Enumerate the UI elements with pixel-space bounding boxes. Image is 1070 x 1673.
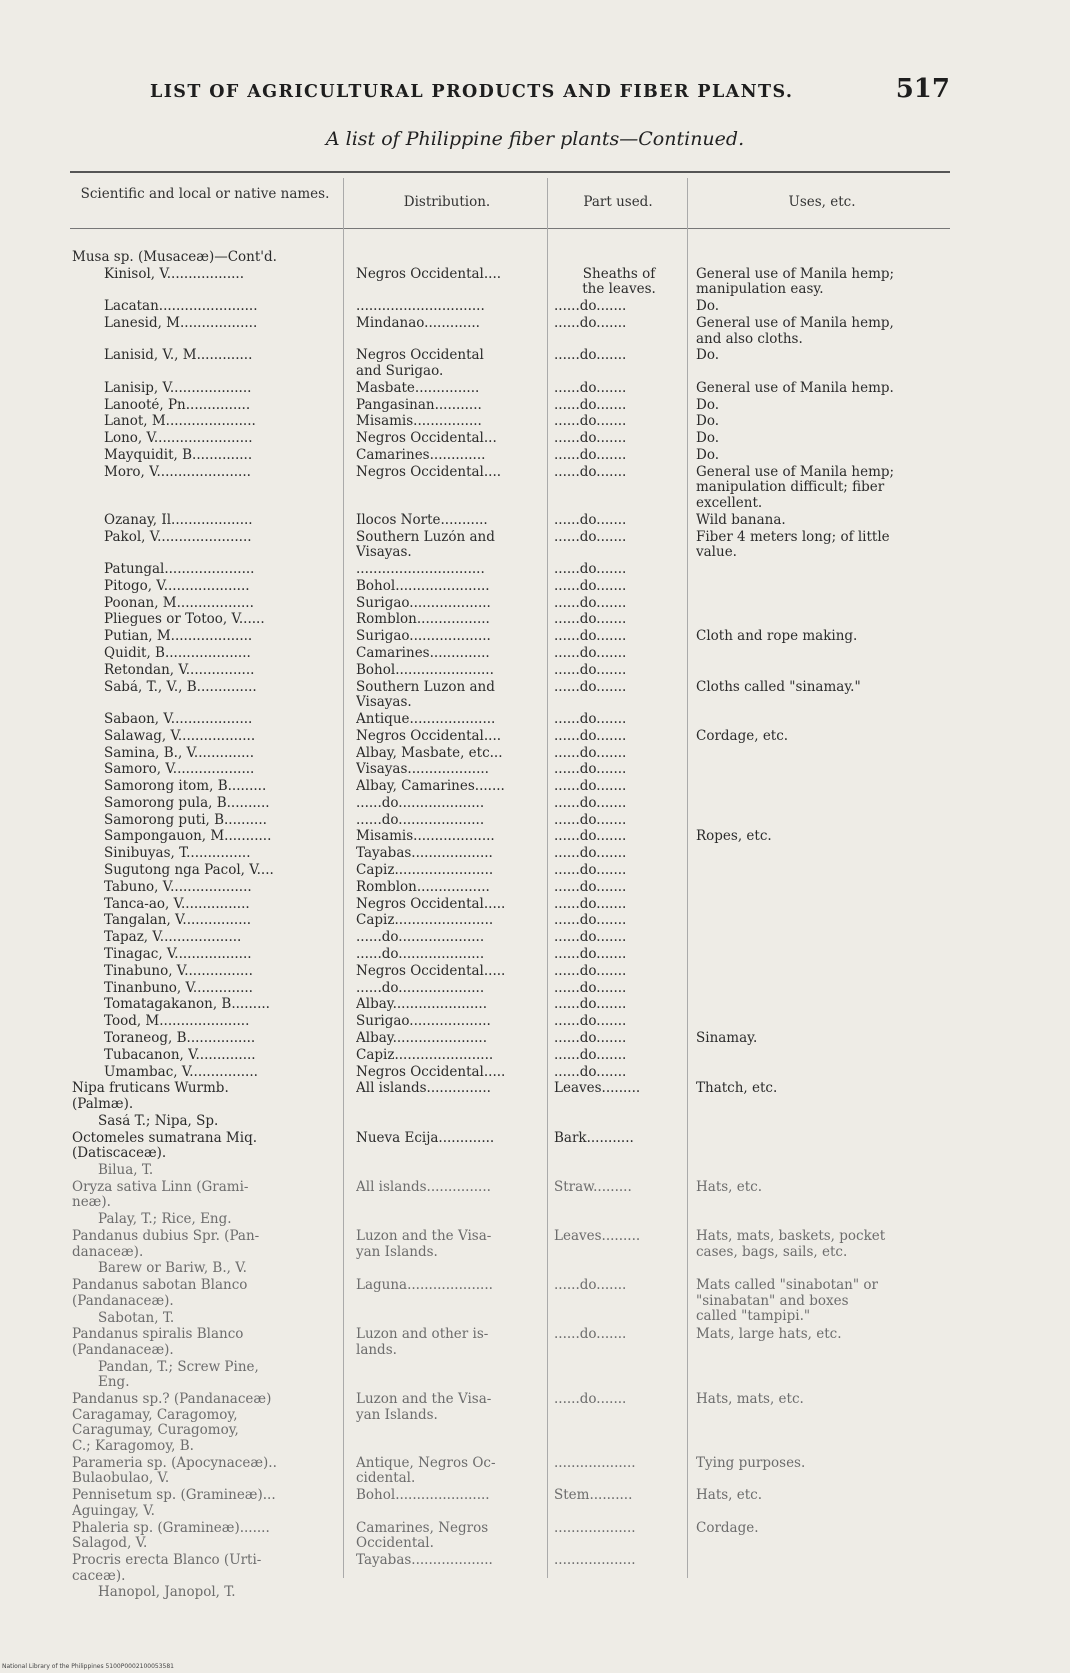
cell-distribution: Capiz....................... — [356, 1047, 494, 1063]
column-header-names: Scientific and local or native names. — [80, 186, 330, 202]
cell-distribution: Luzon and the Visa- yan Islands. — [356, 1229, 492, 1260]
cell-name: Quidit, B.................... — [104, 645, 251, 661]
table-row — [0, 947, 1070, 964]
cell-uses: Cloths called "sinamay." — [696, 679, 861, 695]
cell-name: Samorong itom, B......... — [104, 779, 267, 795]
cell-name: Sabaon, V................... — [104, 711, 253, 727]
cell-part-used: ................... — [554, 1455, 636, 1471]
cell-uses: Tying purposes. — [696, 1455, 806, 1471]
cell-uses: General use of Manila hemp, and also cloths. — [696, 315, 894, 347]
cell-name: Pandan, T.; Screw Pine, Eng. — [98, 1359, 259, 1391]
cell-part-used: ......do....... — [554, 512, 627, 528]
cell-distribution: Misamis................ — [356, 414, 482, 430]
cell-distribution: Pangasinan........... — [356, 397, 482, 413]
cell-name: Pennisetum sp. (Gramineæ)... Aguingay, V. — [72, 1488, 276, 1519]
table-row — [0, 431, 1070, 448]
cell-part-used: ......do....... — [554, 397, 627, 413]
cell-name: Palay, T.; Rice, Eng. — [98, 1212, 232, 1228]
cell-distribution: Negros Occidental... — [356, 431, 497, 447]
cell-distribution: Romblon................. — [356, 612, 490, 628]
cell-part-used: Sheaths of the leaves. — [582, 266, 656, 298]
cell-part-used: ......do....... — [554, 612, 627, 628]
cell-distribution: Camarines............. — [356, 447, 486, 463]
column-header-part-used: Part used. — [583, 194, 653, 210]
cell-name: Tangalan, V................ — [104, 913, 252, 929]
cell-distribution: Mindanao............. — [356, 315, 480, 331]
cell-uses: Do. — [696, 414, 720, 430]
cell-part-used: ......do....... — [554, 1278, 627, 1294]
cell-distribution: ......do.................... — [356, 795, 485, 811]
cell-name: Pandanus dubius Spr. (Pan- danaceæ). — [72, 1229, 260, 1260]
cell-distribution: Luzon and the Visa- yan Islands. — [356, 1392, 492, 1423]
cell-distribution: .............................. — [356, 561, 485, 577]
cell-name: Kinisol, V.................. — [104, 266, 245, 282]
cell-uses: Fiber 4 meters long; of little value. — [696, 529, 890, 561]
cell-name: Tood, M..................... — [104, 1014, 250, 1030]
cell-name: Samoro, V................... — [104, 762, 255, 778]
cell-name: Barew or Bariw, B., V. — [98, 1261, 247, 1277]
table-row — [0, 762, 1070, 779]
table-row — [0, 1392, 1070, 1456]
cell-part-used: ......do....... — [554, 662, 627, 678]
cell-distribution: All islands............... — [356, 1179, 491, 1195]
table-row — [0, 863, 1070, 880]
cell-name: Pakol, V...................... — [104, 529, 252, 545]
table-row — [0, 964, 1070, 981]
cell-distribution: Luzon and other is- lands. — [356, 1327, 489, 1358]
table-row — [0, 1031, 1070, 1048]
cell-part-used: ......do....... — [554, 1031, 627, 1047]
cell-part-used: ......do....... — [554, 315, 627, 331]
cell-distribution: Albay, Camarines....... — [356, 779, 505, 795]
cell-part-used: ......do....... — [554, 529, 627, 545]
cell-part-used: ......do....... — [554, 561, 627, 577]
cell-uses: Cordage. — [696, 1520, 759, 1536]
cell-name: Sabá, T., V., B.............. — [104, 679, 257, 695]
cell-name: Mayquidit, B.............. — [104, 447, 253, 463]
cell-part-used: Straw......... — [554, 1179, 632, 1195]
cell-part-used: ......do....... — [554, 464, 627, 480]
table-row — [0, 1311, 1070, 1328]
cell-name: Hanopol, Janopol, T. — [98, 1585, 236, 1601]
cell-name: Lono, V....................... — [104, 431, 253, 447]
cell-name: Samorong puti, B.......... — [104, 812, 267, 828]
cell-name: Toraneog, B................ — [104, 1031, 256, 1047]
cell-uses: Thatch, etc. — [696, 1081, 778, 1097]
cell-part-used: ......do....... — [554, 997, 627, 1013]
cell-name: Lanot, M..................... — [104, 414, 256, 430]
table-top-rule — [70, 171, 950, 173]
table-row — [0, 1553, 1070, 1585]
table-row — [0, 465, 1070, 513]
cell-part-used: ......do....... — [554, 645, 627, 661]
table-row — [0, 530, 1070, 562]
table-row — [0, 1065, 1070, 1082]
footer-credit: National Library of the Philippines 5100P0002100053581 — [2, 1663, 174, 1670]
page-number: 517 — [895, 74, 950, 104]
table-row — [0, 1261, 1070, 1278]
table-row — [0, 299, 1070, 316]
cell-distribution: Nueva Ecija............. — [356, 1130, 495, 1146]
cell-uses: Do. — [696, 299, 720, 315]
cell-distribution: Southern Luzón and Visayas. — [356, 529, 495, 561]
cell-uses: Hats, etc. — [696, 1488, 763, 1504]
cell-distribution: ......do.................... — [356, 980, 485, 996]
cell-distribution: Tayabas................... — [356, 1552, 493, 1568]
cell-name: Tinabuno, V................ — [104, 963, 253, 979]
cell-distribution: Laguna.................... — [356, 1278, 493, 1294]
cell-part-used: ......do....... — [554, 980, 627, 996]
table-row — [0, 880, 1070, 897]
table-row — [0, 398, 1070, 415]
cell-part-used: ......do....... — [554, 348, 627, 364]
cell-distribution: Negros Occidental..... — [356, 896, 506, 912]
table-row — [0, 1585, 1070, 1602]
cell-distribution: Negros Occidental.... — [356, 464, 502, 480]
table-row — [0, 680, 1070, 712]
table-row — [0, 596, 1070, 613]
cell-name: Octomeles sumatrana Miq. (Datiscaceæ). — [72, 1130, 258, 1162]
running-title: LIST OF AGRICULTURAL PRODUCTS AND FIBER PLANTS. — [150, 82, 794, 102]
table-row — [0, 1212, 1070, 1229]
cell-uses: Mats, large hats, etc. — [696, 1327, 842, 1343]
cell-part-used: ......do....... — [554, 380, 627, 396]
table-row — [0, 1081, 1070, 1113]
cell-name: Moro, V...................... — [104, 464, 251, 480]
cell-distribution: Negros Occidental..... — [356, 1064, 506, 1080]
cell-distribution: Bohol...................... — [356, 578, 490, 594]
cell-name: Poonan, M.................. — [104, 595, 254, 611]
cell-distribution: All islands............... — [356, 1081, 491, 1097]
table-row — [0, 813, 1070, 830]
cell-name: Sugutong nga Pacol, V.... — [104, 863, 274, 879]
table-row — [0, 316, 1070, 348]
cell-distribution: Capiz....................... — [356, 863, 494, 879]
table-row — [0, 612, 1070, 629]
table-row — [0, 746, 1070, 763]
cell-part-used: ......do....... — [554, 711, 627, 727]
cell-name: Samina, B., V.............. — [104, 745, 255, 761]
cell-uses: Hats, mats, etc. — [696, 1392, 804, 1408]
cell-part-used: Stem.......... — [554, 1488, 633, 1504]
cell-part-used: ......do....... — [554, 863, 627, 879]
table-row — [0, 513, 1070, 530]
cell-name: Sampongauon, M........... — [104, 829, 272, 845]
cell-name: Nipa fruticans Wurmb. (Palmæ). — [72, 1081, 229, 1113]
cell-name: Tabuno, V................... — [104, 879, 252, 895]
cell-part-used: ......do....... — [554, 896, 627, 912]
cell-part-used: ................... — [554, 1552, 636, 1568]
cell-part-used: ......do....... — [554, 431, 627, 447]
cell-distribution: ......do.................... — [356, 812, 485, 828]
cell-distribution: Romblon................. — [356, 879, 490, 895]
cell-name: Retondan, V................ — [104, 662, 255, 678]
cell-name: Sinibuyas, T............... — [104, 846, 251, 862]
cell-part-used: ................... — [554, 1520, 636, 1536]
cell-distribution: Negros Occidental..... — [356, 963, 506, 979]
cell-uses: General use of Manila hemp; manipulation easy. — [696, 266, 895, 298]
cell-distribution: Bohol...................... — [356, 1488, 490, 1504]
table-row — [0, 663, 1070, 680]
cell-uses: Wild banana. — [696, 512, 786, 528]
cell-name: Oryza sativa Linn (Grami- neæ). — [72, 1179, 249, 1211]
cell-distribution: Misamis................... — [356, 829, 495, 845]
cell-part-used: ......do....... — [554, 414, 627, 430]
table-row — [0, 779, 1070, 796]
cell-name: Lanooté, Pn............... — [104, 397, 251, 413]
cell-name: Pitogo, V.................... — [104, 578, 250, 594]
table-row — [0, 729, 1070, 746]
table-row — [0, 629, 1070, 646]
running-head — [150, 74, 950, 112]
table-row — [0, 1014, 1070, 1031]
table-row — [0, 997, 1070, 1014]
cell-name: Sabotan, T. — [98, 1310, 175, 1326]
table-body — [0, 250, 1070, 1602]
cell-uses: Mats called "sinabotan" or "sinabatan" and boxes called "tampipi." — [696, 1278, 878, 1325]
cell-part-used: ......do....... — [554, 846, 627, 862]
cell-name: Umambac, V................ — [104, 1064, 258, 1080]
table-row — [0, 1180, 1070, 1212]
table-row — [0, 1488, 1070, 1520]
cell-uses: Do. — [696, 447, 720, 463]
cell-name: Pandanus spiralis Blanco (Pandanaceæ). — [72, 1327, 244, 1358]
table-row — [0, 562, 1070, 579]
table-row — [0, 1131, 1070, 1163]
table-row — [0, 1360, 1070, 1392]
cell-part-used: ......do....... — [554, 299, 627, 315]
cell-distribution: ......do.................... — [356, 930, 485, 946]
cell-name: Tapaz, V................... — [104, 930, 242, 946]
cell-name: Musa sp. (Musaceæ)—Cont'd. — [72, 250, 277, 265]
cell-part-used: ......do....... — [554, 829, 627, 845]
cell-distribution: Albay...................... — [356, 997, 487, 1013]
table-row — [0, 1521, 1070, 1553]
cell-distribution: Camarines, Negros Occidental. — [356, 1520, 489, 1552]
table-title: A list of Philippine fiber plants—Continued. — [325, 128, 745, 150]
cell-uses: Do. — [696, 431, 720, 447]
cell-part-used: Leaves......... — [554, 1229, 641, 1244]
cell-name: Patungal..................... — [104, 561, 255, 577]
cell-part-used: ......do....... — [554, 762, 627, 778]
cell-distribution: Southern Luzon and Visayas. — [356, 679, 495, 711]
cell-distribution: Capiz....................... — [356, 913, 494, 929]
table-row — [0, 981, 1070, 998]
cell-part-used: ......do....... — [554, 578, 627, 594]
cell-part-used: ......do....... — [554, 1014, 627, 1030]
table-row — [0, 646, 1070, 663]
cell-distribution: Tayabas................... — [356, 846, 493, 862]
cell-distribution: Bohol....................... — [356, 662, 494, 678]
table-row — [0, 796, 1070, 813]
cell-name: Pandanus sabotan Blanco (Pandanaceæ). — [72, 1278, 248, 1309]
cell-distribution: Albay...................... — [356, 1031, 487, 1047]
cell-distribution: Albay, Masbate, etc... — [356, 745, 503, 761]
cell-uses: General use of Manila hemp; manipulation difficult; fiber excellent. — [696, 464, 895, 511]
table-row — [0, 829, 1070, 846]
cell-name: Procris erecta Blanco (Urti- caceæ). — [72, 1552, 262, 1584]
cell-part-used: Bark........... — [554, 1130, 634, 1146]
cell-uses: Hats, mats, baskets, pocket cases, bags, sails, etc. — [696, 1229, 886, 1260]
column-header-distribution: Distribution. — [403, 194, 491, 210]
cell-part-used: ......do....... — [554, 812, 627, 828]
cell-part-used: ......do....... — [554, 795, 627, 811]
cell-name: Tinanbuno, V.............. — [104, 980, 253, 996]
cell-distribution: Visayas................... — [356, 762, 489, 778]
table-row — [0, 381, 1070, 398]
cell-uses: Hats, etc. — [696, 1179, 763, 1195]
cell-name: Putian, M................... — [104, 629, 253, 645]
cell-name: Tanca-ao, V................ — [104, 896, 250, 912]
cell-name: Phaleria sp. (Gramineæ)....... Salagod, V. — [72, 1520, 270, 1552]
table-row — [0, 913, 1070, 930]
cell-distribution: Masbate............... — [356, 380, 480, 396]
cell-distribution: Surigao................... — [356, 629, 491, 645]
table-row — [0, 1456, 1070, 1488]
table-row — [0, 712, 1070, 729]
cell-name: Parameria sp. (Apocynaceæ).. Bulaobulao, V. — [72, 1455, 277, 1487]
cell-uses: Do. — [696, 348, 720, 364]
cell-part-used: Leaves......... — [554, 1081, 641, 1097]
table-row — [0, 414, 1070, 431]
cell-name: Tomatagakanon, B......... — [104, 997, 270, 1013]
cell-uses: Cloth and rope making. — [696, 629, 858, 645]
cell-part-used: ......do....... — [554, 879, 627, 895]
cell-part-used: ......do....... — [554, 447, 627, 463]
cell-name: Sasá T.; Nipa, Sp. — [98, 1113, 219, 1129]
cell-name: Lanisip, V................... — [104, 380, 252, 396]
cell-uses: Cordage, etc. — [696, 728, 789, 744]
cell-name: Salawag, V.................. — [104, 728, 256, 744]
cell-distribution: Antique.................... — [356, 711, 496, 727]
table-row — [0, 448, 1070, 465]
cell-distribution: ......do.................... — [356, 947, 485, 963]
cell-part-used: ......do....... — [554, 595, 627, 611]
cell-distribution: Ilocos Norte........... — [356, 512, 488, 528]
cell-name: Lacatan....................... — [104, 299, 258, 315]
cell-distribution: Surigao................... — [356, 595, 491, 611]
column-header-uses: Uses, etc. — [788, 194, 856, 210]
cell-part-used: ......do....... — [554, 728, 627, 744]
cell-uses: Ropes, etc. — [696, 829, 772, 845]
cell-part-used: ......do....... — [554, 930, 627, 946]
table-row — [0, 250, 1070, 267]
cell-part-used: ......do....... — [554, 947, 627, 963]
table-row — [0, 930, 1070, 947]
cell-name: Pliegues or Totoo, V...... — [104, 612, 265, 628]
table-row — [0, 1048, 1070, 1065]
cell-part-used: ......do....... — [554, 1064, 627, 1080]
table-row — [0, 348, 1070, 380]
cell-uses: General use of Manila hemp. — [696, 380, 894, 396]
cell-name: Pandanus sp.? (Pandanaceæ) Caragamay, Caragomoy, Caragumay, Curagomoy, C.; Karagomoy, B. — [72, 1392, 272, 1454]
cell-name: Ozanay, Il................... — [104, 512, 253, 528]
cell-part-used: ......do....... — [554, 745, 627, 761]
table-row — [0, 1114, 1070, 1131]
cell-part-used: ......do....... — [554, 1327, 627, 1343]
cell-uses: Sinamay. — [696, 1031, 758, 1047]
table-row — [0, 846, 1070, 863]
cell-part-used: ......do....... — [554, 1047, 627, 1063]
cell-distribution: Negros Occidental and Surigao. — [356, 348, 484, 379]
cell-part-used: ......do....... — [554, 963, 627, 979]
table-row — [0, 897, 1070, 914]
table-row — [0, 267, 1070, 299]
cell-part-used: ......do....... — [554, 1392, 627, 1408]
cell-distribution: Camarines.............. — [356, 645, 490, 661]
table-row — [0, 1327, 1070, 1359]
cell-distribution: Negros Occidental.... — [356, 728, 502, 744]
cell-distribution: .............................. — [356, 299, 485, 315]
cell-name: Samorong pula, B.......... — [104, 795, 270, 811]
cell-distribution: Antique, Negros Oc- cidental. — [356, 1455, 496, 1487]
table-row — [0, 1163, 1070, 1180]
cell-part-used: ......do....... — [554, 779, 627, 795]
cell-part-used: ......do....... — [554, 629, 627, 645]
cell-uses: Do. — [696, 397, 720, 413]
cell-part-used: ......do....... — [554, 679, 627, 695]
cell-distribution: Negros Occidental.... — [356, 266, 502, 282]
table-row — [0, 579, 1070, 596]
cell-part-used: ......do....... — [554, 913, 627, 929]
cell-distribution: Surigao................... — [356, 1014, 491, 1030]
cell-name: Tubacanon, V.............. — [104, 1047, 256, 1063]
cell-name: Lanisid, V., M............. — [104, 348, 253, 364]
cell-name: Tinagac, V.................. — [104, 947, 252, 963]
table-row — [0, 1229, 1070, 1261]
table-header-rule — [70, 228, 950, 229]
cell-name: Lanesid, M.................. — [104, 315, 258, 331]
cell-name: Bilua, T. — [98, 1163, 154, 1179]
